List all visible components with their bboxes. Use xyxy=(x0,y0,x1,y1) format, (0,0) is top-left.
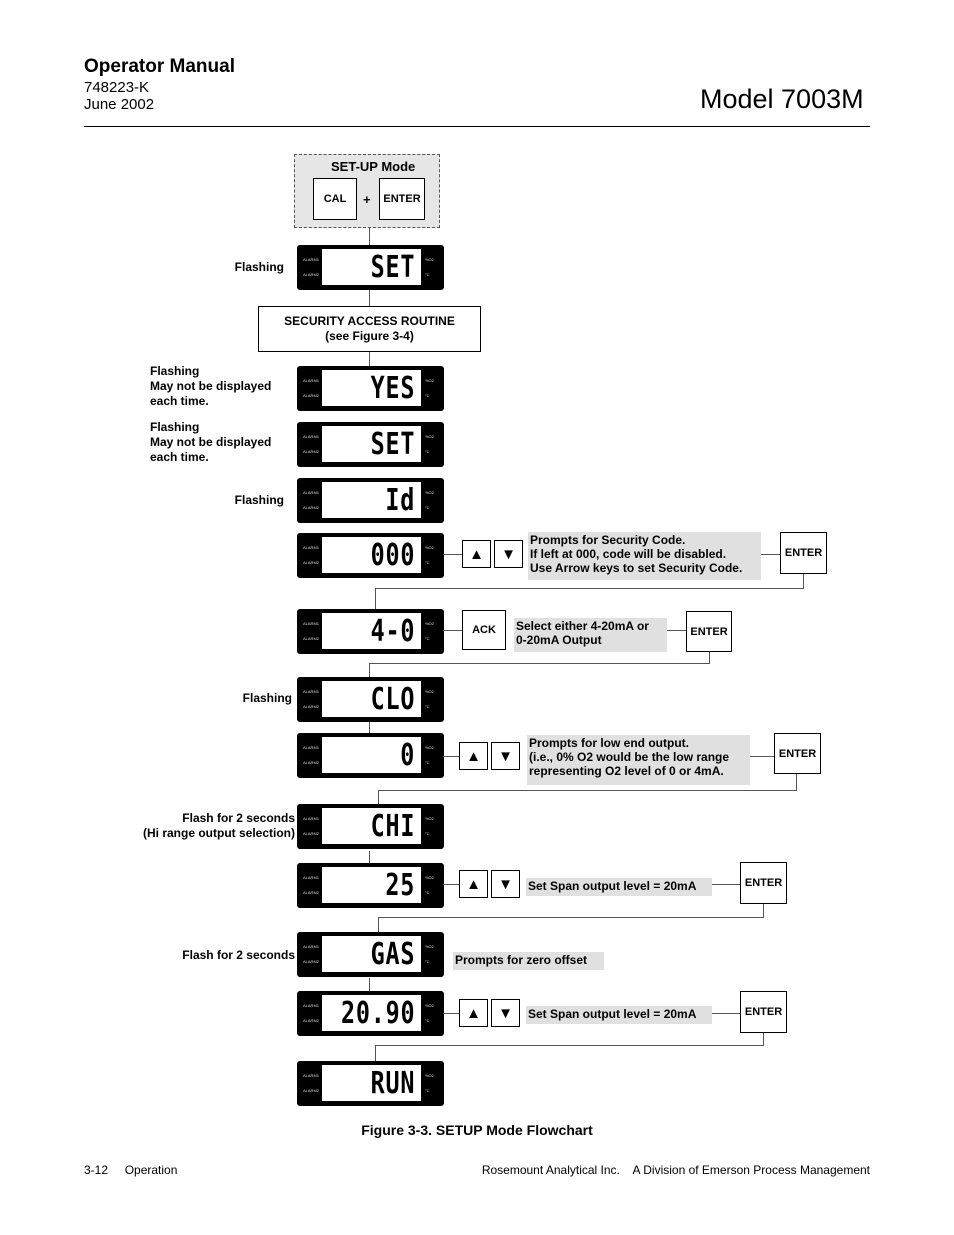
alarm1-indicator: ALARM1 xyxy=(303,434,320,439)
lcd-display xyxy=(297,478,444,523)
note-line: Use Arrow keys to set Security Code. xyxy=(530,561,743,575)
lcd-window xyxy=(322,681,421,717)
label-flashing-set2 xyxy=(150,420,271,465)
lcd-display xyxy=(297,863,444,908)
unit-o2-indicator: %O2 xyxy=(425,1003,434,1008)
document-date: June 2002 xyxy=(84,96,155,113)
lcd-display xyxy=(297,991,444,1036)
label-text: May not be displayed xyxy=(150,435,272,449)
alarm2-indicator: ALARM2 xyxy=(303,393,320,398)
lcd-readout: SET xyxy=(370,427,415,462)
unit-o2-indicator: %O2 xyxy=(425,875,434,880)
document-number: 748223-K xyxy=(84,79,150,96)
enter-key: ENTER xyxy=(780,532,827,574)
alarm1-indicator: ALARM1 xyxy=(303,689,320,694)
lcd-display xyxy=(297,677,444,722)
connector xyxy=(750,756,774,757)
connector xyxy=(369,663,710,664)
lcd-window xyxy=(322,537,421,573)
alarm1-indicator: ALARM1 xyxy=(303,621,320,626)
label-text: each time. xyxy=(150,450,209,464)
lcd-window xyxy=(322,737,421,773)
connector xyxy=(375,588,376,609)
lcd-readout: Id xyxy=(385,483,415,518)
alarm2-indicator: ALARM2 xyxy=(303,560,320,565)
connector xyxy=(796,774,797,791)
connector xyxy=(375,1045,764,1046)
connector xyxy=(443,1013,459,1014)
lcd-display xyxy=(297,609,444,654)
unit-degc-indicator: °C xyxy=(425,449,430,454)
lcd-window xyxy=(322,613,421,649)
up-arrow-icon: ▲ xyxy=(459,870,488,898)
lcd-window xyxy=(322,936,421,972)
note-line: (i.e., 0% O2 would be the low range xyxy=(529,750,730,764)
note-zero-offset: Prompts for zero offset xyxy=(453,952,604,970)
label-text: each time. xyxy=(150,394,209,408)
unit-o2-indicator: %O2 xyxy=(425,944,434,949)
label-flashing-clo: Flashing xyxy=(242,691,292,705)
figure-caption: Figure 3-3. SETUP Mode Flowchart xyxy=(361,1122,593,1138)
model-name: Model 7003M xyxy=(700,84,864,114)
alarm2-indicator: ALARM2 xyxy=(303,704,320,709)
lcd-readout: SET xyxy=(370,250,415,285)
lcd-window xyxy=(322,249,421,285)
enter-key: ENTER xyxy=(740,862,787,904)
label-text: Flashing xyxy=(150,420,200,434)
lcd-readout: RUN xyxy=(370,1066,415,1101)
lcd-readout: 20.90 xyxy=(340,996,415,1031)
connector xyxy=(443,756,459,757)
label-text: Flash for 2 seconds xyxy=(182,811,295,825)
note-line: Select either 4-20mA or xyxy=(516,619,649,633)
connector xyxy=(375,588,804,589)
lcd-window xyxy=(322,482,421,518)
lcd-display xyxy=(297,1061,444,1106)
enter-key: ENTER xyxy=(774,733,821,774)
label-text: (Hi range output selection) xyxy=(142,826,295,840)
unit-o2-indicator: %O2 xyxy=(425,1073,434,1078)
connector xyxy=(378,790,797,791)
lcd-display xyxy=(297,366,444,411)
alarm1-indicator: ALARM1 xyxy=(303,378,320,383)
lcd-readout: GAS xyxy=(370,937,415,972)
down-arrow-icon: ▼ xyxy=(491,870,520,898)
down-arrow-icon: ▼ xyxy=(494,540,523,568)
lcd-window xyxy=(322,1065,421,1101)
alarm2-indicator: ALARM2 xyxy=(303,505,320,510)
lcd-readout: 0 xyxy=(400,738,415,773)
note-line: 0-20mA Output xyxy=(516,633,602,647)
alarm2-indicator: ALARM2 xyxy=(303,1018,320,1023)
lcd-window xyxy=(322,995,421,1031)
manual-title: Operator Manual xyxy=(84,56,235,77)
unit-degc-indicator: °C xyxy=(425,890,430,895)
lcd-readout: 000 xyxy=(370,538,415,573)
unit-degc-indicator: °C xyxy=(425,959,430,964)
enter-key: ENTER xyxy=(686,611,732,652)
lcd-display xyxy=(297,533,444,578)
connector xyxy=(369,290,370,306)
up-arrow-icon: ▲ xyxy=(459,999,488,1027)
note-output-select xyxy=(514,618,667,652)
up-arrow-icon: ▲ xyxy=(462,540,491,568)
note-low-end xyxy=(527,735,750,785)
connector xyxy=(375,1045,376,1061)
alarm1-indicator: ALARM1 xyxy=(303,875,320,880)
unit-degc-indicator: °C xyxy=(425,560,430,565)
unit-degc-indicator: °C xyxy=(425,272,430,277)
connector xyxy=(761,554,780,555)
alarm1-indicator: ALARM1 xyxy=(303,545,320,550)
up-arrow-icon: ▲ xyxy=(459,742,488,770)
note-span-2: Set Span output level = 20mA xyxy=(526,1006,712,1024)
label-flashing-id: Flashing xyxy=(234,493,284,507)
note-line: Prompts for Security Code. xyxy=(530,533,686,547)
connector xyxy=(443,554,462,555)
lcd-display xyxy=(297,733,444,778)
unit-degc-indicator: °C xyxy=(425,636,430,641)
connector xyxy=(712,1013,740,1014)
connector xyxy=(443,630,462,631)
connector xyxy=(369,228,370,246)
label-flashing-set: Flashing xyxy=(234,260,284,274)
note-line: If left at 000, code will be disabled. xyxy=(530,547,727,561)
connector xyxy=(378,917,764,918)
lcd-window xyxy=(322,867,421,903)
alarm1-indicator: ALARM1 xyxy=(303,944,320,949)
alarm1-indicator: ALARM1 xyxy=(303,257,320,262)
connector xyxy=(369,722,370,733)
security-line-1: SECURITY ACCESS ROUTINE xyxy=(284,314,455,328)
unit-o2-indicator: %O2 xyxy=(425,257,434,262)
note-span-1: Set Span output level = 20mA xyxy=(526,878,712,896)
unit-degc-indicator: °C xyxy=(425,1018,430,1023)
label-flash-gas: Flash for 2 seconds xyxy=(182,948,295,962)
lcd-window xyxy=(322,808,421,844)
alarm2-indicator: ALARM2 xyxy=(303,959,320,964)
alarm1-indicator: ALARM1 xyxy=(303,490,320,495)
enter-key: ENTER xyxy=(740,991,787,1033)
connector xyxy=(712,884,740,885)
lcd-display xyxy=(297,932,444,977)
connector xyxy=(803,574,804,589)
unit-degc-indicator: °C xyxy=(425,393,430,398)
lcd-display xyxy=(297,245,444,290)
connector xyxy=(378,917,379,932)
label-text: Flashing xyxy=(150,364,200,378)
lcd-readout: 25 xyxy=(385,868,415,903)
cal-key: CAL xyxy=(313,178,357,220)
label-flash-chi xyxy=(120,811,295,841)
setup-mode-title: SET-UP Mode xyxy=(331,159,416,174)
connector xyxy=(369,663,370,677)
label-text: May not be displayed xyxy=(150,379,272,393)
connector xyxy=(369,351,370,366)
alarm2-indicator: ALARM2 xyxy=(303,831,320,836)
alarm1-indicator: ALARM1 xyxy=(303,816,320,821)
alarm2-indicator: ALARM2 xyxy=(303,890,320,895)
down-arrow-icon: ▼ xyxy=(491,999,520,1027)
alarm2-indicator: ALARM2 xyxy=(303,1088,320,1093)
note-line: Prompts for low end output. xyxy=(529,736,689,750)
alarm2-indicator: ALARM2 xyxy=(303,449,320,454)
lcd-readout: CHI xyxy=(370,809,415,844)
unit-degc-indicator: °C xyxy=(425,760,430,765)
label-flashing-yes xyxy=(150,364,271,409)
lcd-readout: 4-0 xyxy=(370,614,415,649)
unit-o2-indicator: %O2 xyxy=(425,378,434,383)
footer-left: 3-12 Operation xyxy=(84,1163,178,1177)
lcd-display xyxy=(297,804,444,849)
unit-degc-indicator: °C xyxy=(425,831,430,836)
lcd-window xyxy=(322,426,421,462)
connector xyxy=(369,851,370,863)
down-arrow-icon: ▼ xyxy=(491,742,520,770)
unit-o2-indicator: %O2 xyxy=(425,816,434,821)
unit-o2-indicator: %O2 xyxy=(425,490,434,495)
unit-o2-indicator: %O2 xyxy=(425,745,434,750)
lcd-window xyxy=(322,370,421,406)
alarm1-indicator: ALARM1 xyxy=(303,1003,320,1008)
note-security-code xyxy=(528,532,761,580)
unit-o2-indicator: %O2 xyxy=(425,621,434,626)
lcd-readout: CLO xyxy=(370,682,415,717)
alarm1-indicator: ALARM1 xyxy=(303,745,320,750)
security-line-2: (see Figure 3-4) xyxy=(325,329,414,343)
unit-o2-indicator: %O2 xyxy=(425,545,434,550)
connector xyxy=(378,790,379,804)
header-rule xyxy=(84,126,870,127)
unit-o2-indicator: %O2 xyxy=(425,689,434,694)
alarm2-indicator: ALARM2 xyxy=(303,636,320,641)
footer-right: Rosemount Analytical Inc. A Division of Emerson Process Management xyxy=(481,1163,870,1177)
connector xyxy=(667,630,686,631)
connector xyxy=(763,904,764,918)
unit-degc-indicator: °C xyxy=(425,704,430,709)
unit-degc-indicator: °C xyxy=(425,1088,430,1093)
enter-key: ENTER xyxy=(379,178,425,220)
note-line: representing O2 level of 0 or 4mA. xyxy=(529,764,724,778)
alarm2-indicator: ALARM2 xyxy=(303,272,320,277)
lcd-readout: YES xyxy=(370,371,415,406)
ack-key: ACK xyxy=(462,610,506,650)
alarm1-indicator: ALARM1 xyxy=(303,1073,320,1078)
connector xyxy=(443,884,459,885)
alarm2-indicator: ALARM2 xyxy=(303,760,320,765)
unit-o2-indicator: %O2 xyxy=(425,434,434,439)
connector xyxy=(369,978,370,991)
setup-mode-box xyxy=(294,154,440,228)
lcd-display xyxy=(297,422,444,467)
security-access-box xyxy=(258,306,481,352)
unit-degc-indicator: °C xyxy=(425,505,430,510)
plus-sign: + xyxy=(363,192,371,207)
